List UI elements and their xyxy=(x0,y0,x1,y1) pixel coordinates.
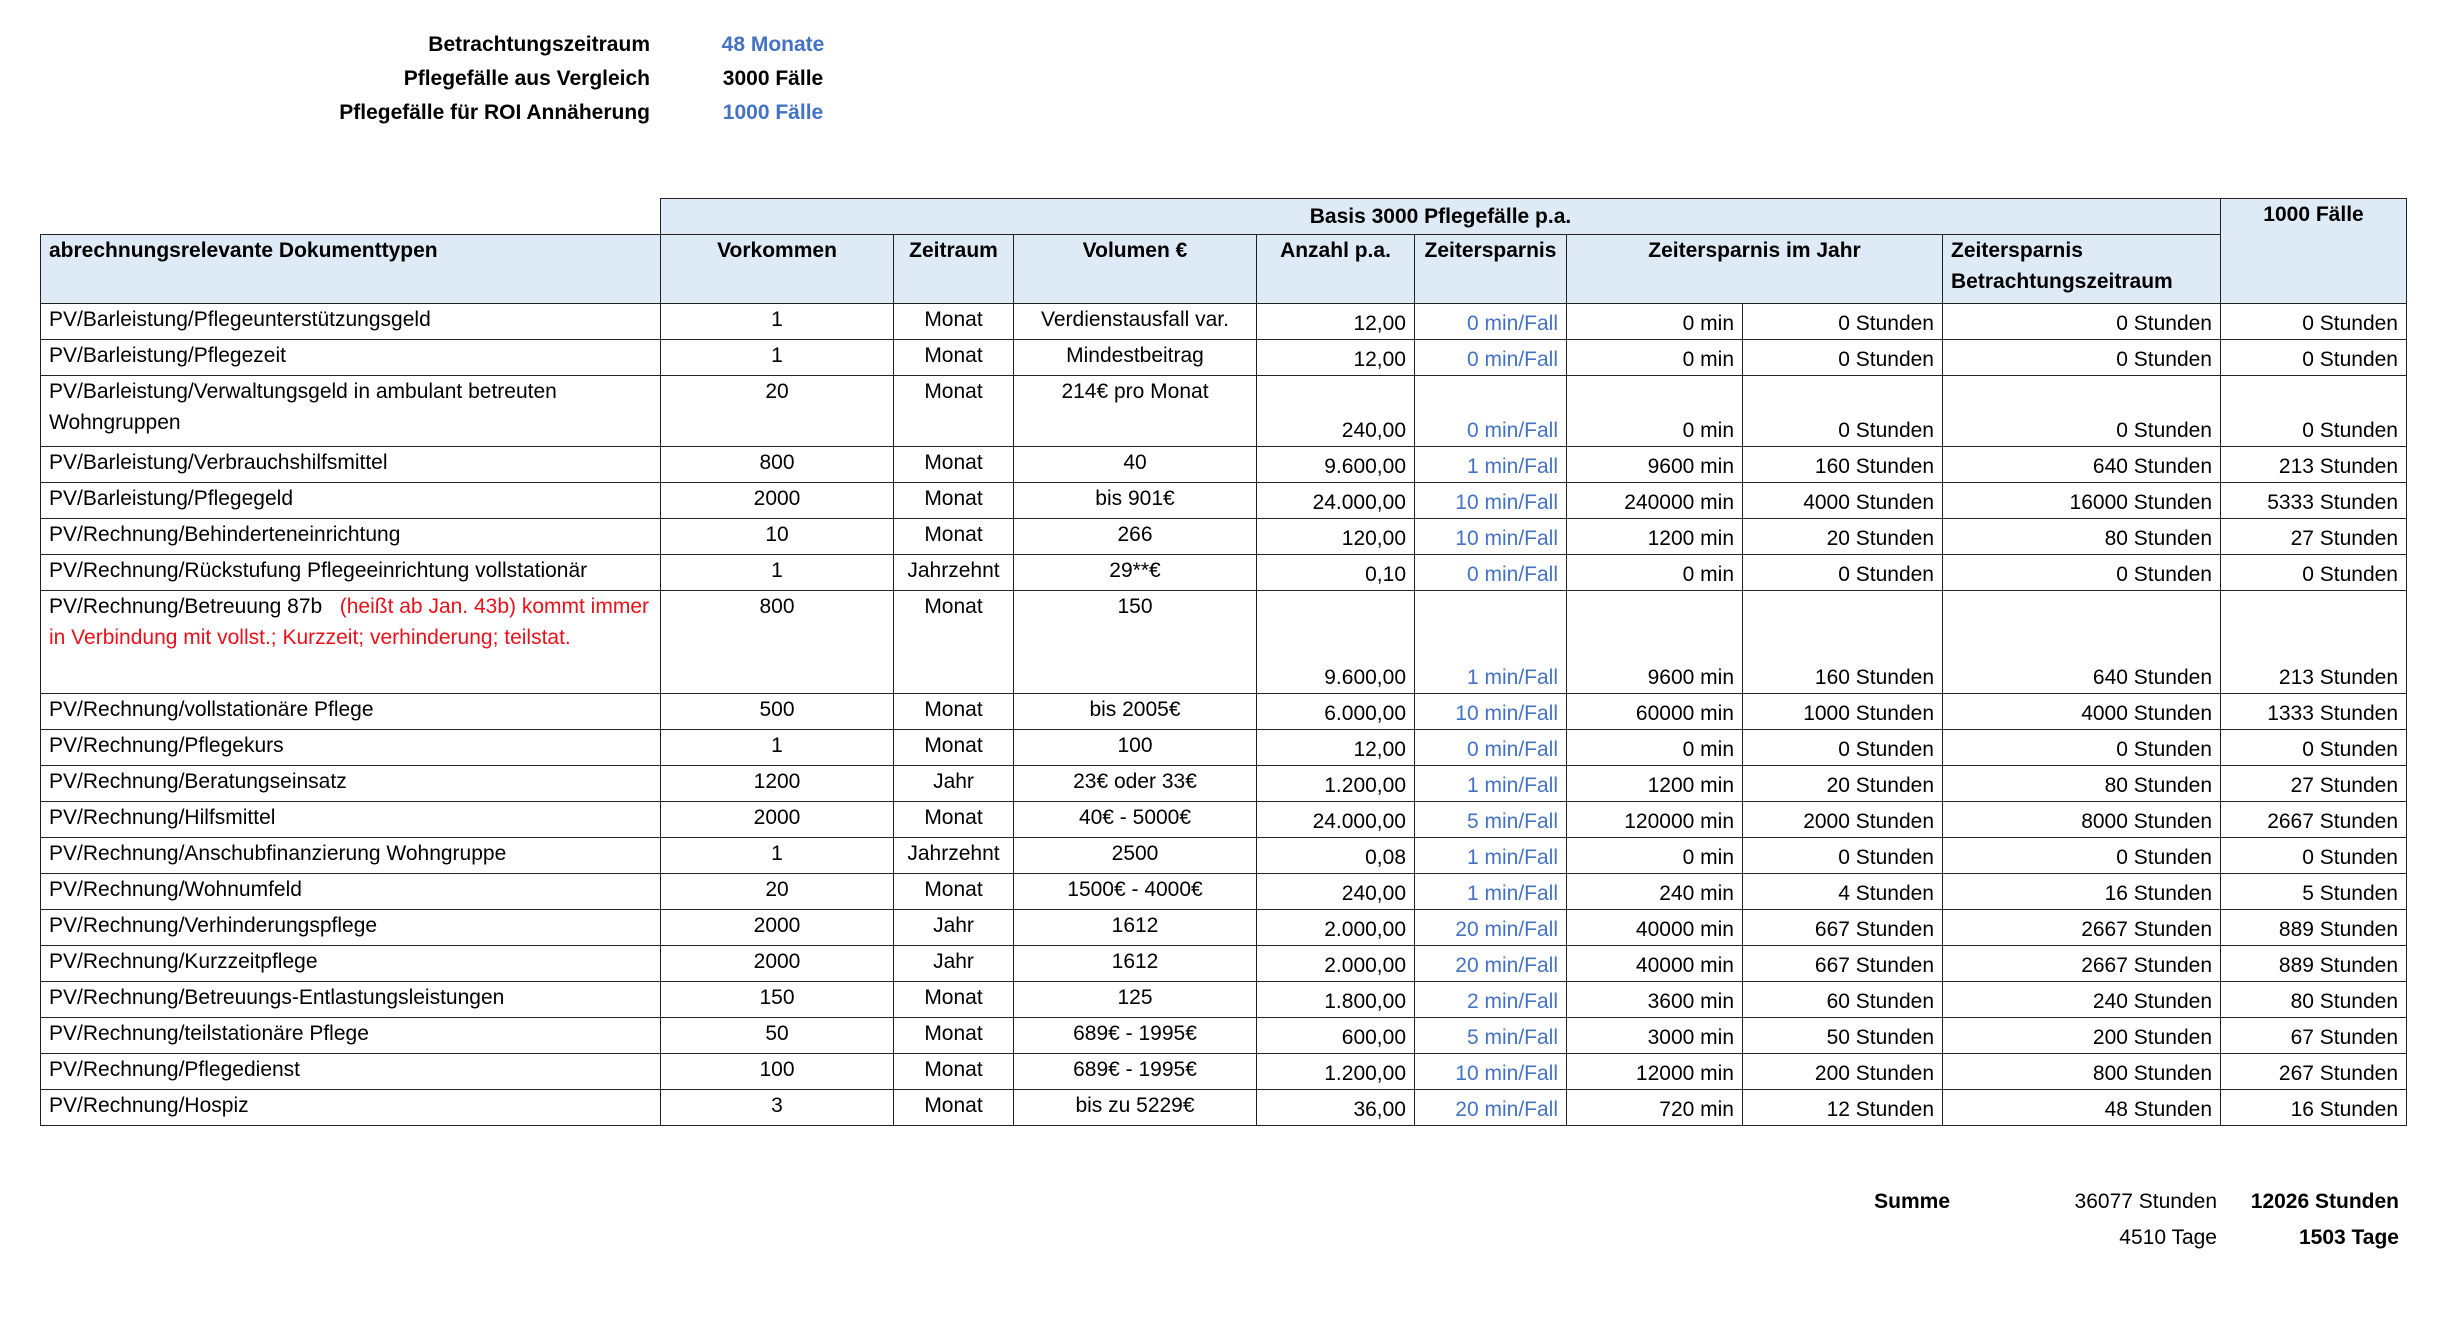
doc-type-label: PV/Rechnung/Verhinderungspflege xyxy=(49,914,378,937)
cell-doc xyxy=(41,519,661,555)
cell-std-jahr: 4 Stunden xyxy=(1743,874,1943,910)
doc-type-label: PV/Rechnung/Betreuung 87b xyxy=(49,595,323,618)
cell-std-1000: 5333 Stunden xyxy=(2221,483,2407,519)
cell-anzahl: 600,00 xyxy=(1257,1018,1415,1054)
doc-type-label: PV/Barleistung/Pflegeunterstützungsgeld xyxy=(49,308,431,331)
cell-doc xyxy=(41,694,661,730)
cell-volumen: bis 901€ xyxy=(1014,483,1257,519)
table-row xyxy=(41,591,2407,694)
cell-doc xyxy=(41,376,661,447)
table-body xyxy=(41,304,2407,1126)
cell-zeitersparnis: 20 min/Fall xyxy=(1415,1090,1567,1126)
cell-min-jahr: 60000 min xyxy=(1567,694,1743,730)
cell-zeitersparnis: 0 min/Fall xyxy=(1415,340,1567,376)
cell-std-zeitraum: 2667 Stunden xyxy=(1943,946,2221,982)
cell-zeitersparnis: 5 min/Fall xyxy=(1415,802,1567,838)
cell-zeitraum: Monat xyxy=(894,982,1014,1018)
cell-min-jahr: 3600 min xyxy=(1567,982,1743,1018)
cell-std-jahr: 667 Stunden xyxy=(1743,946,1943,982)
cell-doc xyxy=(41,766,661,802)
cell-doc xyxy=(41,946,661,982)
cell-std-zeitraum: 80 Stunden xyxy=(1943,519,2221,555)
cell-std-zeitraum: 640 Stunden xyxy=(1943,447,2221,483)
cell-anzahl: 0,08 xyxy=(1257,838,1415,874)
cell-min-jahr: 40000 min xyxy=(1567,910,1743,946)
group-header-1000-faelle: 1000 Fälle xyxy=(2221,199,2407,304)
cell-zeitraum: Monat xyxy=(894,802,1014,838)
cell-std-jahr: 667 Stunden xyxy=(1743,910,1943,946)
doc-type-label: PV/Barleistung/Pflegegeld xyxy=(49,487,293,510)
cell-vorkommen: 2000 xyxy=(661,802,894,838)
col-header-zeitraum: Zeitraum xyxy=(894,235,1014,304)
cell-min-jahr: 720 min xyxy=(1567,1090,1743,1126)
doc-type-label: PV/Rechnung/Pflegekurs xyxy=(49,734,284,757)
param-row-pflegefaelle-vergleich xyxy=(0,62,900,96)
column-header-row xyxy=(41,235,2407,304)
summary-hours-1000: 12026 Stunden xyxy=(2250,1190,2399,1213)
cell-vorkommen: 1 xyxy=(661,304,894,340)
cell-zeitersparnis: 10 min/Fall xyxy=(1415,483,1567,519)
summary-block xyxy=(0,1184,2442,1264)
col-header-volumen: Volumen € xyxy=(1014,235,1257,304)
cell-min-jahr: 0 min xyxy=(1567,304,1743,340)
cell-volumen: 125 xyxy=(1014,982,1257,1018)
cell-doc xyxy=(41,1090,661,1126)
cell-anzahl: 9.600,00 xyxy=(1257,591,1415,694)
cell-anzahl: 9.600,00 xyxy=(1257,447,1415,483)
cell-zeitraum: Monat xyxy=(894,304,1014,340)
table-row xyxy=(41,1018,2407,1054)
table-row xyxy=(41,802,2407,838)
cell-min-jahr: 120000 min xyxy=(1567,802,1743,838)
cell-anzahl: 12,00 xyxy=(1257,730,1415,766)
cell-volumen: 100 xyxy=(1014,730,1257,766)
param-label: Pflegefälle aus Vergleich xyxy=(403,67,650,90)
cell-zeitraum: Monat xyxy=(894,874,1014,910)
cell-vorkommen: 3 xyxy=(661,1090,894,1126)
cell-vorkommen: 1 xyxy=(661,838,894,874)
cell-doc xyxy=(41,730,661,766)
cell-anzahl: 36,00 xyxy=(1257,1090,1415,1126)
cell-zeitersparnis: 0 min/Fall xyxy=(1415,376,1567,447)
cell-anzahl: 0,10 xyxy=(1257,555,1415,591)
doc-type-label: PV/Rechnung/Betreuungs-Entlastungsleistungen xyxy=(49,986,505,1009)
cell-std-jahr: 50 Stunden xyxy=(1743,1018,1943,1054)
cell-doc xyxy=(41,447,661,483)
cell-std-1000: 0 Stunden xyxy=(2221,340,2407,376)
cell-doc xyxy=(41,340,661,376)
cell-min-jahr: 12000 min xyxy=(1567,1054,1743,1090)
table-row xyxy=(41,910,2407,946)
param-value: 3000 Fälle xyxy=(722,67,824,90)
cell-volumen: 1612 xyxy=(1014,910,1257,946)
cell-zeitraum: Monat xyxy=(894,340,1014,376)
cell-std-jahr: 0 Stunden xyxy=(1743,304,1943,340)
col-header-doc: abrechnungsrelevante Dokumenttypen xyxy=(41,235,661,304)
cell-std-jahr: 0 Stunden xyxy=(1743,555,1943,591)
summary-days-1000: 1503 Tage xyxy=(2298,1226,2399,1249)
table-row xyxy=(41,519,2407,555)
cell-anzahl: 240,00 xyxy=(1257,874,1415,910)
cell-anzahl: 2.000,00 xyxy=(1257,910,1415,946)
cell-std-zeitraum: 48 Stunden xyxy=(1943,1090,2221,1126)
cell-min-jahr: 0 min xyxy=(1567,555,1743,591)
doc-type-label: PV/Barleistung/Verwaltungsgeld in ambulant betreuten Wohngruppen xyxy=(49,380,557,434)
cell-volumen: 23€ oder 33€ xyxy=(1014,766,1257,802)
cell-volumen: 1500€ - 4000€ xyxy=(1014,874,1257,910)
cell-min-jahr: 1200 min xyxy=(1567,519,1743,555)
cell-std-zeitraum: 16000 Stunden xyxy=(1943,483,2221,519)
cell-zeitraum: Monat xyxy=(894,376,1014,447)
cell-volumen: 689€ - 1995€ xyxy=(1014,1054,1257,1090)
cell-std-1000: 0 Stunden xyxy=(2221,304,2407,340)
cell-vorkommen: 1 xyxy=(661,555,894,591)
cell-vorkommen: 1 xyxy=(661,730,894,766)
cell-std-1000: 213 Stunden xyxy=(2221,447,2407,483)
cell-volumen: 2500 xyxy=(1014,838,1257,874)
cell-std-1000: 67 Stunden xyxy=(2221,1018,2407,1054)
cell-doc xyxy=(41,1018,661,1054)
doc-type-note: (heißt ab Jan. 43b) kommt immer in Verbindung mit vollst.; Kurzzeit; verhinderung; teilstat. xyxy=(49,595,649,649)
cell-doc xyxy=(41,910,661,946)
cell-std-jahr: 1000 Stunden xyxy=(1743,694,1943,730)
cell-zeitraum: Monat xyxy=(894,1018,1014,1054)
cell-doc xyxy=(41,1054,661,1090)
cell-std-jahr: 160 Stunden xyxy=(1743,447,1943,483)
summary-hours-total: 36077 Stunden xyxy=(2074,1190,2217,1213)
cell-doc xyxy=(41,304,661,340)
summary-days-total: 4510 Tage xyxy=(2119,1226,2217,1249)
cell-std-zeitraum: 200 Stunden xyxy=(1943,1018,2221,1054)
cell-std-jahr: 200 Stunden xyxy=(1743,1054,1943,1090)
cell-vorkommen: 100 xyxy=(661,1054,894,1090)
col-header-zeitersparnis: Zeitersparnis xyxy=(1415,235,1567,304)
doc-type-label: PV/Rechnung/Anschubfinanzierung Wohngruppe xyxy=(49,842,507,865)
cell-std-jahr: 60 Stunden xyxy=(1743,982,1943,1018)
cell-zeitraum: Monat xyxy=(894,730,1014,766)
col-header-vorkommen: Vorkommen xyxy=(661,235,894,304)
cell-zeitersparnis: 10 min/Fall xyxy=(1415,519,1567,555)
cell-zeitraum: Jahr xyxy=(894,766,1014,802)
cell-vorkommen: 800 xyxy=(661,447,894,483)
cell-zeitersparnis: 1 min/Fall xyxy=(1415,838,1567,874)
cell-vorkommen: 2000 xyxy=(661,483,894,519)
cell-std-1000: 0 Stunden xyxy=(2221,555,2407,591)
cell-std-jahr: 20 Stunden xyxy=(1743,519,1943,555)
cell-std-1000: 2667 Stunden xyxy=(2221,802,2407,838)
cell-doc xyxy=(41,802,661,838)
cell-min-jahr: 40000 min xyxy=(1567,946,1743,982)
cell-std-jahr: 12 Stunden xyxy=(1743,1090,1943,1126)
cell-std-jahr: 2000 Stunden xyxy=(1743,802,1943,838)
cell-std-jahr: 0 Stunden xyxy=(1743,376,1943,447)
cell-doc xyxy=(41,483,661,519)
cell-anzahl: 6.000,00 xyxy=(1257,694,1415,730)
cell-zeitraum: Monat xyxy=(894,1090,1014,1126)
doc-type-label: PV/Rechnung/Behinderteneinrichtung xyxy=(49,523,401,546)
doc-type-label: PV/Rechnung/teilstationäre Pflege xyxy=(49,1022,369,1045)
table-row xyxy=(41,447,2407,483)
doc-type-label: PV/Barleistung/Verbrauchshilfsmittel xyxy=(49,451,388,474)
cell-std-1000: 16 Stunden xyxy=(2221,1090,2407,1126)
cell-volumen: 150 xyxy=(1014,591,1257,694)
cell-min-jahr: 240000 min xyxy=(1567,483,1743,519)
cell-zeitraum: Monat xyxy=(894,694,1014,730)
cell-zeitraum: Monat xyxy=(894,591,1014,694)
cell-anzahl: 120,00 xyxy=(1257,519,1415,555)
cell-zeitraum: Monat xyxy=(894,1054,1014,1090)
cell-zeitersparnis: 0 min/Fall xyxy=(1415,555,1567,591)
cell-volumen: 40€ - 5000€ xyxy=(1014,802,1257,838)
cell-volumen: bis zu 5229€ xyxy=(1014,1090,1257,1126)
cell-std-1000: 0 Stunden xyxy=(2221,838,2407,874)
cell-anzahl: 24.000,00 xyxy=(1257,802,1415,838)
cell-anzahl: 1.200,00 xyxy=(1257,1054,1415,1090)
param-value: 1000 Fälle xyxy=(722,101,824,124)
cell-std-zeitraum: 16 Stunden xyxy=(1943,874,2221,910)
cell-std-zeitraum: 0 Stunden xyxy=(1943,730,2221,766)
cell-vorkommen: 10 xyxy=(661,519,894,555)
cell-doc xyxy=(41,838,661,874)
cell-std-zeitraum: 800 Stunden xyxy=(1943,1054,2221,1090)
doc-type-label: PV/Rechnung/Pflegedienst xyxy=(49,1058,301,1081)
cell-std-zeitraum: 0 Stunden xyxy=(1943,340,2221,376)
cell-volumen: 689€ - 1995€ xyxy=(1014,1018,1257,1054)
cell-std-jahr: 0 Stunden xyxy=(1743,730,1943,766)
table-row xyxy=(41,340,2407,376)
cell-std-jahr: 4000 Stunden xyxy=(1743,483,1943,519)
cell-anzahl: 12,00 xyxy=(1257,304,1415,340)
cell-std-1000: 80 Stunden xyxy=(2221,982,2407,1018)
table-row xyxy=(41,1054,2407,1090)
doc-type-label: PV/Rechnung/Hospiz xyxy=(49,1094,249,1117)
cell-min-jahr: 240 min xyxy=(1567,874,1743,910)
cell-std-1000: 0 Stunden xyxy=(2221,376,2407,447)
cell-min-jahr: 0 min xyxy=(1567,730,1743,766)
doc-type-label: PV/Rechnung/Hilfsmittel xyxy=(49,806,276,829)
table-row xyxy=(41,838,2407,874)
doc-type-label: PV/Rechnung/Beratungseinsatz xyxy=(49,770,347,793)
cell-doc xyxy=(41,555,661,591)
param-label: Pflegefälle für ROI Annäherung xyxy=(339,101,650,124)
cell-std-1000: 213 Stunden xyxy=(2221,591,2407,694)
cell-min-jahr: 9600 min xyxy=(1567,447,1743,483)
cell-std-1000: 5 Stunden xyxy=(2221,874,2407,910)
cell-min-jahr: 0 min xyxy=(1567,838,1743,874)
cell-anzahl: 240,00 xyxy=(1257,376,1415,447)
cell-zeitraum: Monat xyxy=(894,447,1014,483)
doc-type-label: PV/Rechnung/Rückstufung Pflegeeinrichtung vollstationär xyxy=(49,559,588,582)
cell-volumen: 1612 xyxy=(1014,946,1257,982)
cell-vorkommen: 2000 xyxy=(661,946,894,982)
cell-volumen: 266 xyxy=(1014,519,1257,555)
table-row xyxy=(41,304,2407,340)
cell-volumen: 214€ pro Monat xyxy=(1014,376,1257,447)
cell-zeitraum: Jahrzehnt xyxy=(894,555,1014,591)
cell-doc xyxy=(41,591,661,694)
cell-doc xyxy=(41,982,661,1018)
cell-zeitersparnis: 0 min/Fall xyxy=(1415,730,1567,766)
cell-min-jahr: 1200 min xyxy=(1567,766,1743,802)
cell-zeitersparnis: 1 min/Fall xyxy=(1415,766,1567,802)
table-row xyxy=(41,730,2407,766)
cell-std-zeitraum: 80 Stunden xyxy=(1943,766,2221,802)
doc-type-label: PV/Barleistung/Pflegezeit xyxy=(49,344,286,367)
col-header-zeitersparnis-jahr: Zeitersparnis im Jahr xyxy=(1567,235,1943,304)
cell-zeitraum: Monat xyxy=(894,483,1014,519)
cell-std-1000: 27 Stunden xyxy=(2221,519,2407,555)
cell-vorkommen: 50 xyxy=(661,1018,894,1054)
cell-std-zeitraum: 0 Stunden xyxy=(1943,555,2221,591)
cell-std-1000: 889 Stunden xyxy=(2221,946,2407,982)
cell-std-zeitraum: 0 Stunden xyxy=(1943,304,2221,340)
cell-std-1000: 0 Stunden xyxy=(2221,730,2407,766)
cell-vorkommen: 2000 xyxy=(661,910,894,946)
cell-min-jahr: 0 min xyxy=(1567,340,1743,376)
cell-zeitersparnis: 0 min/Fall xyxy=(1415,304,1567,340)
cell-std-zeitraum: 0 Stunden xyxy=(1943,838,2221,874)
cell-zeitraum: Monat xyxy=(894,519,1014,555)
doc-type-label: PV/Rechnung/Kurzzeitpflege xyxy=(49,950,318,973)
cell-std-jahr: 0 Stunden xyxy=(1743,838,1943,874)
table-row xyxy=(41,555,2407,591)
table-row xyxy=(41,694,2407,730)
cell-volumen: Mindestbeitrag xyxy=(1014,340,1257,376)
cell-volumen: bis 2005€ xyxy=(1014,694,1257,730)
param-value: 48 Monate xyxy=(721,33,825,56)
cell-min-jahr: 9600 min xyxy=(1567,591,1743,694)
cell-std-jahr: 20 Stunden xyxy=(1743,766,1943,802)
table-row xyxy=(41,376,2407,447)
cell-anzahl: 1.200,00 xyxy=(1257,766,1415,802)
cell-std-1000: 889 Stunden xyxy=(2221,910,2407,946)
group-header-basis: Basis 3000 Pflegefälle p.a. xyxy=(661,199,2221,235)
table-row xyxy=(41,946,2407,982)
cell-vorkommen: 1 xyxy=(661,340,894,376)
summary-label: Summe xyxy=(1874,1190,1950,1213)
param-label: Betrachtungszeitraum xyxy=(428,33,650,56)
cell-vorkommen: 150 xyxy=(661,982,894,1018)
cell-volumen: 40 xyxy=(1014,447,1257,483)
cell-volumen: 29**€ xyxy=(1014,555,1257,591)
cell-zeitersparnis: 5 min/Fall xyxy=(1415,1018,1567,1054)
cell-std-zeitraum: 0 Stunden xyxy=(1943,376,2221,447)
col-header-zeitersparnis-zeitraum: Zeitersparnis Betrachtungszeitraum xyxy=(1943,235,2221,304)
cell-vorkommen: 800 xyxy=(661,591,894,694)
cell-zeitersparnis: 20 min/Fall xyxy=(1415,910,1567,946)
cell-vorkommen: 20 xyxy=(661,874,894,910)
cell-std-zeitraum: 640 Stunden xyxy=(1943,591,2221,694)
cell-zeitersparnis: 10 min/Fall xyxy=(1415,694,1567,730)
table-row xyxy=(41,483,2407,519)
col-header-anzahl: Anzahl p.a. xyxy=(1257,235,1415,304)
cell-anzahl: 24.000,00 xyxy=(1257,483,1415,519)
cell-vorkommen: 1200 xyxy=(661,766,894,802)
cell-anzahl: 12,00 xyxy=(1257,340,1415,376)
cell-std-1000: 1333 Stunden xyxy=(2221,694,2407,730)
doc-type-label: PV/Rechnung/Wohnumfeld xyxy=(49,878,302,901)
table-row xyxy=(41,874,2407,910)
cell-zeitraum: Jahr xyxy=(894,910,1014,946)
cell-doc xyxy=(41,874,661,910)
cell-zeitersparnis: 1 min/Fall xyxy=(1415,874,1567,910)
cell-anzahl: 1.800,00 xyxy=(1257,982,1415,1018)
cell-zeitersparnis: 1 min/Fall xyxy=(1415,447,1567,483)
cell-std-zeitraum: 240 Stunden xyxy=(1943,982,2221,1018)
cell-min-jahr: 3000 min xyxy=(1567,1018,1743,1054)
cell-std-jahr: 0 Stunden xyxy=(1743,340,1943,376)
cell-std-zeitraum: 4000 Stunden xyxy=(1943,694,2221,730)
doc-type-label: PV/Rechnung/vollstationäre Pflege xyxy=(49,698,374,721)
roi-table xyxy=(40,198,2407,1126)
cell-zeitraum: Jahrzehnt xyxy=(894,838,1014,874)
cell-vorkommen: 20 xyxy=(661,376,894,447)
cell-vorkommen: 500 xyxy=(661,694,894,730)
cell-anzahl: 2.000,00 xyxy=(1257,946,1415,982)
cell-min-jahr: 0 min xyxy=(1567,376,1743,447)
param-row-betrachtungszeitraum xyxy=(0,28,900,62)
group-header-row xyxy=(41,199,2407,235)
table-row xyxy=(41,982,2407,1018)
cell-zeitersparnis: 10 min/Fall xyxy=(1415,1054,1567,1090)
cell-zeitersparnis: 2 min/Fall xyxy=(1415,982,1567,1018)
param-row-pflegefaelle-roi xyxy=(0,96,900,130)
cell-std-1000: 27 Stunden xyxy=(2221,766,2407,802)
cell-std-zeitraum: 2667 Stunden xyxy=(1943,910,2221,946)
cell-volumen: Verdienstausfall var. xyxy=(1014,304,1257,340)
cell-std-1000: 267 Stunden xyxy=(2221,1054,2407,1090)
cell-std-jahr: 160 Stunden xyxy=(1743,591,1943,694)
cell-zeitersparnis: 1 min/Fall xyxy=(1415,591,1567,694)
table-row xyxy=(41,1090,2407,1126)
cell-zeitersparnis: 20 min/Fall xyxy=(1415,946,1567,982)
cell-std-zeitraum: 8000 Stunden xyxy=(1943,802,2221,838)
cell-zeitraum: Jahr xyxy=(894,946,1014,982)
table-row xyxy=(41,766,2407,802)
